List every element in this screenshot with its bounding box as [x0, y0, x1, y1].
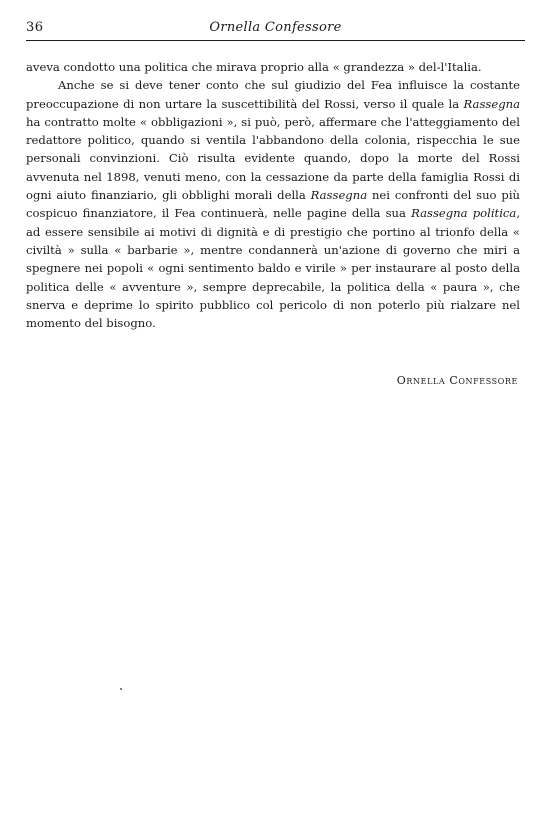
- paragraph-1: aveva condotto una politica che mirava proprio alla « grandezza » del-l'Italia.: [26, 60, 482, 74]
- italic-rassegna-politica: Rassegna politica: [411, 206, 517, 221]
- paragraph-2: [26, 76, 520, 332]
- body-text: [26, 58, 520, 332]
- italic-rassegna-2: Rassegna: [310, 188, 368, 203]
- paragraph-2-part-c: nei confronti del suo più cospicuo finanziatore, il Fea continuerà, nelle pagine della sua: [26, 188, 520, 221]
- print-speck: [120, 688, 122, 690]
- paragraph-2-part-b: ha contratto molte « obbligazioni », si può, però, affermare che l'atteggiamento del redattore politico, quando si ventila l'abbandono della colonia, rispecchia le sue personali convinzioni. Ciò risulta evidente quando, dopo la morte del Rossi avvenuta nel 1898, venuti meno, con la cessazione da parte della famiglia Rossi di ogni aiuto finanziario, gli obblighi morali della: [26, 114, 520, 203]
- running-title: Ornella Confessore: [209, 20, 342, 35]
- paragraph-2-part-d: , ad essere sensibile ai motivi di dignità e di prestigio che portino al trionfo della « civiltà » sulla « barbarie », mentre condannerà un'azione di governo che miri a spegnere nei popoli « ogni sentimento baldo e virile » per instaurare al posto della politica delle « avventure », sempre deprecabile, la politica della « paura », che snerva e deprime lo spirito pubblico col pericolo di non poterlo più rialzare nel momento del bisogno.: [26, 206, 520, 331]
- italic-rassegna-1: Rassegna: [463, 96, 520, 111]
- header-rule: [26, 40, 525, 41]
- paragraph-2-part-a: Anche se si deve tener conto che sul giudizio del Fea influisce la costante preoccupazione di non urtare la suscettibilità del Rossi, verso il quale la: [26, 78, 520, 111]
- page-number: 36: [26, 20, 44, 35]
- author-signature: Ornella Confessore: [396, 374, 518, 387]
- page-header: [26, 20, 525, 42]
